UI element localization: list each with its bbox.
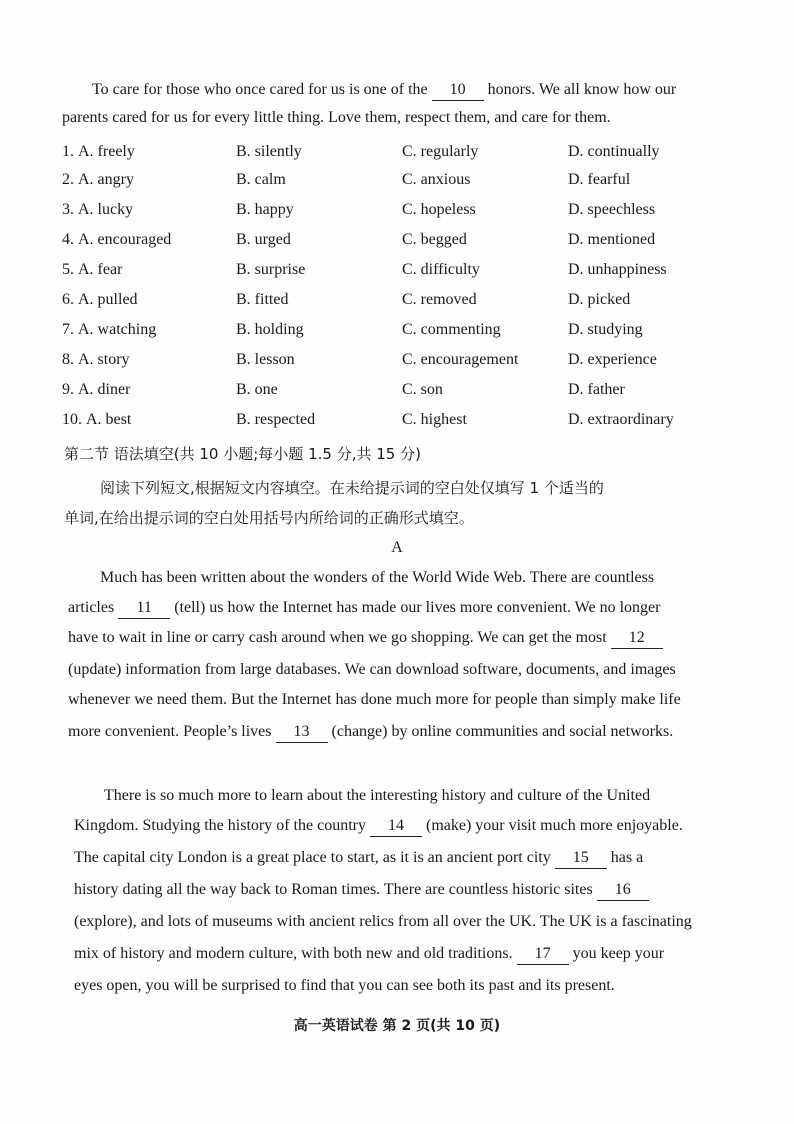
para1-line-3 <box>68 628 663 649</box>
option-number: 10. <box>62 411 82 428</box>
para1-text: have to wait in line or carry cash around when we go shopping. We can get the most <box>68 629 607 646</box>
option-c: C. difficulty <box>402 261 480 278</box>
option-b: B. calm <box>236 171 286 188</box>
para2-text: Kingdom. Studying the history of the country <box>74 817 366 834</box>
instruction-line-1: 阅读下列短文,根据短文内容填空。在未给提示词的空白处仅填写 1 个适当的 <box>100 479 604 497</box>
option-b: B. silently <box>236 143 302 160</box>
option-number: 2. <box>62 171 74 188</box>
option-b: B. happy <box>236 201 294 218</box>
blank-13: 13 <box>276 722 328 743</box>
para2-line-2 <box>74 816 683 837</box>
intro-line-2: parents cared for us for every little thing. Love them, respect them, and care for them. <box>62 109 611 126</box>
option-row <box>0 258 794 282</box>
para2-line-6 <box>74 944 664 965</box>
option-row <box>0 408 794 432</box>
option-d: D. mentioned <box>568 231 656 248</box>
option-a: A. diner <box>78 381 131 398</box>
para2-text: The capital city London is a great place to start, as it is an ancient port city <box>74 849 551 866</box>
option-c: C. removed <box>402 291 477 308</box>
option-row <box>0 168 794 192</box>
option-b: B. fitted <box>236 291 289 308</box>
option-d: D. unhappiness <box>568 261 667 278</box>
option-number: 4. <box>62 231 74 248</box>
option-number: 7. <box>62 321 74 338</box>
option-number: 9. <box>62 381 74 398</box>
para2-line-5: (explore), and lots of museums with ancient relics from all over the UK. The UK is a fascinating <box>74 913 692 930</box>
intro-text-post: honors. We all know how our <box>487 81 677 98</box>
option-number: 8. <box>62 351 74 368</box>
blank-14: 14 <box>370 816 422 837</box>
option-a: A. freely <box>78 143 135 160</box>
para2-line-7: eyes open, you will be surprised to find that you can see both its past and its present. <box>74 977 615 994</box>
option-c: C. highest <box>402 411 467 428</box>
intro-line-1 <box>92 80 676 101</box>
para2-text: mix of history and modern culture, with both new and old traditions. <box>74 945 513 962</box>
option-a: A. fear <box>78 261 123 278</box>
option-number: 1. <box>62 143 74 160</box>
blank-12: 12 <box>611 628 663 649</box>
intro-text: To care for those who once cared for us is one of the <box>92 81 428 98</box>
option-number: 3. <box>62 201 74 218</box>
blank-17: 17 <box>517 944 569 965</box>
para1-line-4: (update) information from large databases. We can download software, documents, and images <box>68 661 676 678</box>
option-a: A. best <box>86 411 132 428</box>
para2-line-1: There is so much more to learn about the interesting history and culture of the United <box>104 787 651 804</box>
option-b: B. lesson <box>236 351 295 368</box>
section-heading: 第二节 语法填空(共 10 小题;每小题 1.5 分,共 15 分) <box>64 445 421 463</box>
para2-line-3 <box>74 848 643 869</box>
option-b: B. holding <box>236 321 304 338</box>
option-a: A. lucky <box>78 201 134 218</box>
option-row <box>0 140 794 164</box>
para1-text: (change) by online communities and social networks. <box>331 723 674 740</box>
option-row <box>0 318 794 342</box>
option-a: A. pulled <box>78 291 138 308</box>
para1-line-5: whenever we need them. But the Internet has done much more for people than simply make life <box>68 691 681 708</box>
option-d: D. father <box>568 381 625 398</box>
option-row <box>0 228 794 252</box>
option-b: B. respected <box>236 411 316 428</box>
option-c: C. son <box>402 381 443 398</box>
option-row <box>0 348 794 372</box>
para1-line-2 <box>68 598 660 619</box>
para2-text: (make) your visit much more enjoyable. <box>425 817 683 834</box>
blank-10: 10 <box>432 80 484 101</box>
option-c: C. encouragement <box>402 351 519 368</box>
option-number: 5. <box>62 261 74 278</box>
para2-text: you keep your <box>572 945 665 962</box>
para1-text: (tell) us how the Internet has made our lives more convenient. We no longer <box>174 599 661 616</box>
option-c: C. regularly <box>402 143 479 160</box>
option-row <box>0 288 794 312</box>
option-c: C. commenting <box>402 321 501 338</box>
option-number: 6. <box>62 291 74 308</box>
para1-text: articles <box>68 599 115 616</box>
blank-11: 11 <box>118 598 170 619</box>
option-row <box>0 198 794 222</box>
para1-text: more convenient. People’s lives <box>68 723 272 740</box>
para2-text: history dating all the way back to Roman times. There are countless historic sites <box>74 881 593 898</box>
option-a: A. story <box>78 351 130 368</box>
option-d: D. continually <box>568 143 660 160</box>
option-d: D. speechless <box>568 201 656 218</box>
para1-line-1: Much has been written about the wonders of the World Wide Web. There are countless <box>100 569 655 586</box>
blank-16: 16 <box>597 880 649 901</box>
option-a: A. encouraged <box>78 231 172 248</box>
option-b: B. one <box>236 381 278 398</box>
para1-line-6 <box>68 722 673 743</box>
option-c: C. anxious <box>402 171 471 188</box>
para2-line-4 <box>74 880 649 901</box>
option-b: B. urged <box>236 231 291 248</box>
para2-text: has a <box>610 849 644 866</box>
page-footer: 高一英语试卷 第 2 页(共 10 页) <box>293 1018 501 1034</box>
passage-label: A <box>391 539 403 556</box>
blank-15: 15 <box>555 848 607 869</box>
option-c: C. hopeless <box>402 201 476 218</box>
option-d: D. experience <box>568 351 657 368</box>
option-d: D. fearful <box>568 171 631 188</box>
option-a: A. watching <box>78 321 157 338</box>
option-b: B. surprise <box>236 261 306 278</box>
option-d: D. extraordinary <box>568 411 674 428</box>
option-d: D. picked <box>568 291 631 308</box>
option-row <box>0 378 794 402</box>
instruction-line-2: 单词,在给出提示词的空白处用括号内所给词的正确形式填空。 <box>64 509 474 527</box>
option-c: C. begged <box>402 231 467 248</box>
option-a: A. angry <box>78 171 134 188</box>
option-d: D. studying <box>568 321 643 338</box>
